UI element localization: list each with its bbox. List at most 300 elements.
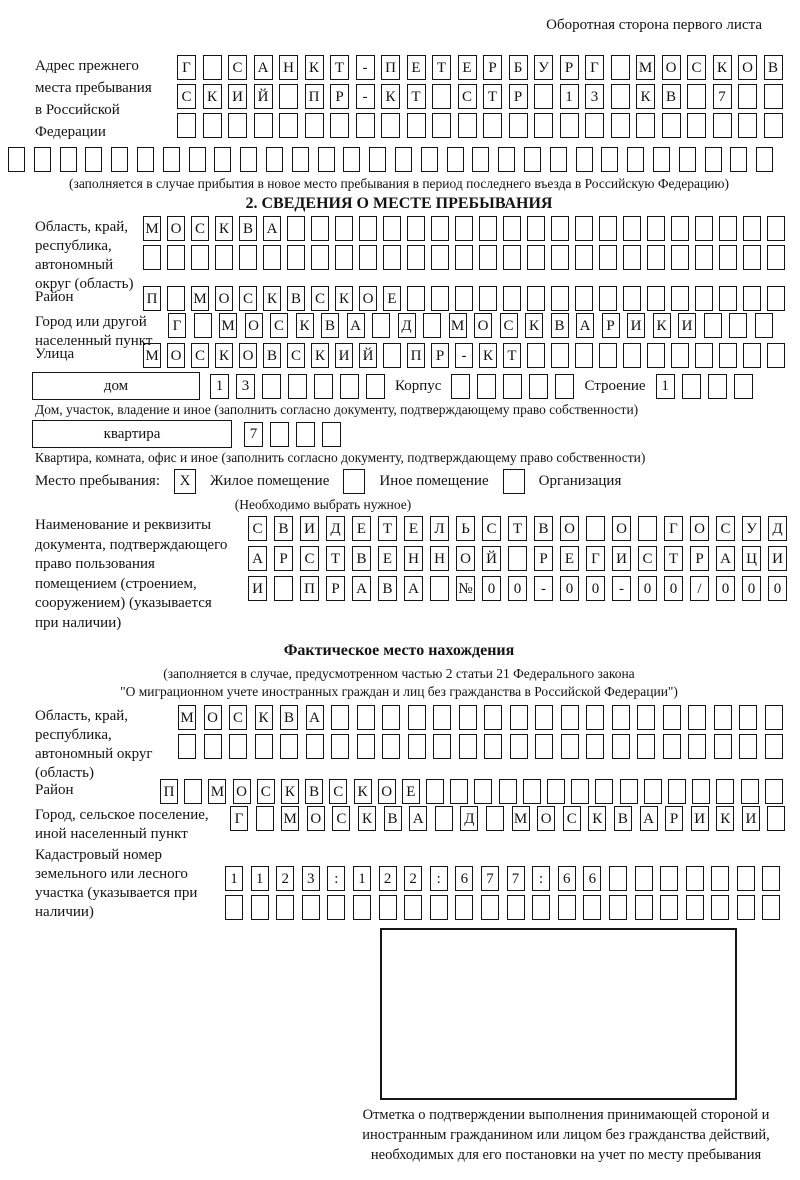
char-cell: К: [358, 806, 376, 831]
char-cell: [743, 216, 761, 241]
char-cell: [688, 734, 706, 759]
char-cell: К: [305, 55, 324, 80]
char-cell: К: [311, 343, 329, 368]
char-cell: [85, 147, 102, 172]
char-cell: М: [178, 705, 196, 730]
char-cell: Т: [664, 546, 683, 571]
char-cell: [611, 55, 630, 80]
char-cell: 7: [481, 866, 499, 891]
char-cell: [612, 734, 630, 759]
char-cell: [765, 705, 783, 730]
char-cell: [636, 113, 655, 138]
char-cell: 7: [507, 866, 525, 891]
char-cell: [279, 84, 298, 109]
char-cell: [507, 895, 525, 920]
char-cell: [671, 216, 689, 241]
region-cells: [143, 216, 785, 282]
char-row: [225, 866, 780, 891]
char-cell: [395, 147, 412, 172]
char-cell: 3: [302, 866, 320, 891]
char-cell: [431, 245, 449, 270]
char-cell: [571, 779, 589, 804]
char-cell: [335, 216, 353, 241]
char-cell: [558, 895, 576, 920]
char-cell: К: [525, 313, 543, 338]
section2-title: 2. СВЕДЕНИЯ О МЕСТЕ ПРЕБЫВАНИЯ: [245, 195, 553, 212]
char-cell: Р: [690, 546, 709, 571]
char-cell: [716, 779, 734, 804]
char-cell: О: [359, 286, 377, 311]
char-cell: [560, 113, 579, 138]
char-cell: Л: [430, 516, 449, 541]
char-cell: [708, 374, 727, 399]
char-cell: [251, 895, 269, 920]
char-cell: С: [638, 546, 657, 571]
char-cell: 0: [664, 576, 683, 601]
char-cell: [455, 895, 473, 920]
char-cell: [527, 216, 545, 241]
char-cell: П: [300, 576, 319, 601]
char-cell: Ц: [742, 546, 761, 571]
char-cell: С: [300, 546, 319, 571]
char-cell: [34, 147, 51, 172]
char-cell: [455, 216, 473, 241]
char-cell: [687, 84, 706, 109]
char-cell: О: [215, 286, 233, 311]
char-cell: Й: [359, 343, 377, 368]
prev-address-label: Адрес прежнего места пребывания в Российской Федерации: [35, 58, 152, 140]
char-cell: [679, 147, 696, 172]
char-cell: [762, 866, 780, 891]
char-cell: М: [636, 55, 655, 80]
char-cell: -: [612, 576, 631, 601]
char-cell: [692, 779, 710, 804]
char-cell: С: [191, 343, 209, 368]
char-cell: 6: [558, 866, 576, 891]
organization-label: Организация: [538, 473, 622, 489]
char-cell: К: [263, 286, 281, 311]
char-row-full-width: [8, 147, 790, 172]
region-label: Область, край, республика, автономный округ (область): [35, 219, 134, 292]
char-cell: Р: [431, 343, 449, 368]
actual-location-subtitle-2: "О миграционном учете иностранных граждан и лиц без гражданства в Российской Федерации"): [120, 684, 678, 699]
char-cell: -: [356, 55, 375, 80]
char-cell: [479, 286, 497, 311]
char-cell: [637, 705, 655, 730]
char-cell: О: [456, 546, 475, 571]
char-cell: [369, 147, 386, 172]
city-label: Город или другой населенный пункт: [35, 314, 153, 349]
char-cell: [668, 779, 686, 804]
char-cell: [407, 113, 426, 138]
char-cell: [765, 734, 783, 759]
actual-city-row: [8, 806, 790, 844]
char-cell: [381, 113, 400, 138]
char-cell: К: [296, 313, 314, 338]
char-cell: [714, 734, 732, 759]
char-cell: С: [257, 779, 275, 804]
char-cell: [586, 705, 604, 730]
char-cell: В: [280, 705, 298, 730]
char-cell: 7: [713, 84, 732, 109]
char-row: [160, 779, 783, 804]
char-cell: К: [713, 55, 732, 80]
char-cell: Г: [664, 516, 683, 541]
char-cell: [611, 84, 630, 109]
char-row: [177, 55, 783, 80]
char-cell: Г: [168, 313, 186, 338]
char-cell: [229, 734, 247, 759]
char-cell: [585, 113, 604, 138]
street-row: [8, 343, 790, 368]
korpus-label: Корпус: [395, 377, 442, 394]
char-cell: А: [352, 576, 371, 601]
char-cell: [433, 734, 451, 759]
char-cell: [599, 343, 617, 368]
char-row: [248, 546, 787, 571]
stroenie-label: Строение: [584, 377, 646, 394]
char-cell: [551, 286, 569, 311]
char-cell: С: [311, 286, 329, 311]
char-cell: И: [742, 806, 760, 831]
char-cell: [266, 147, 283, 172]
char-cell: [279, 113, 298, 138]
char-cell: [274, 576, 293, 601]
char-cell: Е: [404, 516, 423, 541]
char-cell: [609, 895, 627, 920]
char-cell: Т: [503, 343, 521, 368]
char-cell: 1: [656, 374, 675, 399]
char-cell: [8, 147, 25, 172]
char-cell: С: [177, 84, 196, 109]
char-cell: [311, 216, 329, 241]
char-cell: [627, 147, 644, 172]
char-cell: [767, 216, 785, 241]
char-cell: [719, 286, 737, 311]
stroenie-cells: [656, 374, 753, 399]
char-cell: Е: [407, 55, 426, 80]
char-cell: О: [378, 779, 396, 804]
char-cell: [189, 147, 206, 172]
char-cell: [509, 113, 528, 138]
char-cell: [433, 705, 451, 730]
char-cell: О: [167, 216, 185, 241]
char-cell: [486, 806, 504, 831]
char-cell: Т: [330, 55, 349, 80]
char-cell: Р: [274, 546, 293, 571]
char-cell: [534, 113, 553, 138]
char-cell: М: [449, 313, 467, 338]
char-cell: [527, 245, 545, 270]
char-cell: [318, 147, 335, 172]
char-cell: [225, 895, 243, 920]
char-cell: [755, 313, 773, 338]
char-cell: [510, 705, 528, 730]
house-field-box: [32, 372, 200, 400]
char-cell: [383, 245, 401, 270]
char-cell: [451, 374, 470, 399]
char-cell: [719, 245, 737, 270]
char-cell: [484, 734, 502, 759]
char-cell: [407, 245, 425, 270]
house-field-label: дом: [103, 377, 129, 394]
char-cell: [647, 245, 665, 270]
cadastral-block: [8, 846, 790, 924]
document-block: [8, 516, 790, 633]
char-cell: [203, 55, 222, 80]
char-cell: 2: [404, 866, 422, 891]
char-cell: [379, 895, 397, 920]
char-cell: [686, 895, 704, 920]
char-cell: А: [716, 546, 735, 571]
house-number-cells: [210, 374, 385, 399]
char-cell: [737, 866, 755, 891]
char-cell: Н: [404, 546, 423, 571]
char-cell: :: [430, 866, 448, 891]
char-cell: О: [662, 55, 681, 80]
char-cell: Е: [383, 286, 401, 311]
char-cell: [737, 895, 755, 920]
char-cell: И: [228, 84, 247, 109]
char-cell: [671, 343, 689, 368]
city-row: [8, 313, 790, 349]
char-cell: Д: [768, 516, 787, 541]
char-cell: Р: [560, 55, 579, 80]
char-cell: [503, 374, 522, 399]
char-cell: В: [287, 286, 305, 311]
char-cell: /: [690, 576, 709, 601]
char-cell: И: [768, 546, 787, 571]
char-cell: [404, 895, 422, 920]
checkbox-residential: X: [174, 469, 196, 494]
char-cell: А: [254, 55, 273, 80]
char-cell: [287, 216, 305, 241]
char-cell: Е: [402, 779, 420, 804]
char-cell: [576, 147, 593, 172]
char-cell: Е: [352, 516, 371, 541]
char-cell: [503, 216, 521, 241]
char-cell: [738, 113, 757, 138]
char-cell: 0: [742, 576, 761, 601]
apartment-row: [32, 420, 790, 448]
char-cell: [612, 705, 630, 730]
char-cell: [287, 245, 305, 270]
char-cell: [704, 313, 722, 338]
char-cell: О: [239, 343, 257, 368]
char-cell: [357, 734, 375, 759]
char-cell: К: [335, 286, 353, 311]
char-cell: С: [458, 84, 477, 109]
char-cell: К: [281, 779, 299, 804]
char-cell: [663, 705, 681, 730]
char-cell: Т: [407, 84, 426, 109]
char-cell: [663, 734, 681, 759]
char-cell: [741, 779, 759, 804]
char-cell: [343, 147, 360, 172]
char-cell: Т: [508, 516, 527, 541]
char-cell: 6: [583, 866, 601, 891]
char-cell: [137, 147, 154, 172]
char-cell: [483, 113, 502, 138]
char-cell: [450, 779, 468, 804]
char-cell: К: [653, 313, 671, 338]
stamp-caption: Отметка о подтверждении выполнения принимающей стороной и иностранным гражданином или лицом без гражданства действий, необходимых для его постановки на учет по месту пребывания: [362, 1107, 770, 1163]
char-cell: [738, 84, 757, 109]
char-cell: [270, 422, 289, 447]
char-cell: [382, 705, 400, 730]
char-row: [177, 84, 783, 109]
char-cell: И: [612, 546, 631, 571]
char-cell: [611, 113, 630, 138]
char-cell: К: [255, 705, 273, 730]
char-cell: [719, 343, 737, 368]
char-cell: [705, 147, 722, 172]
char-cell: П: [305, 84, 324, 109]
document-cells: [248, 516, 787, 633]
char-cell: [255, 734, 273, 759]
char-cell: [547, 779, 565, 804]
char-cell: С: [716, 516, 735, 541]
char-cell: И: [691, 806, 709, 831]
checkbox-organization: [503, 469, 525, 494]
char-cell: А: [347, 313, 365, 338]
char-cell: [527, 286, 545, 311]
char-cell: В: [551, 313, 569, 338]
actual-district-label: Район: [35, 782, 74, 798]
char-cell: [686, 866, 704, 891]
char-cell: [335, 245, 353, 270]
char-cell: [623, 245, 641, 270]
char-cell: [327, 895, 345, 920]
char-cell: [575, 286, 593, 311]
char-cell: [743, 343, 761, 368]
char-cell: К: [588, 806, 606, 831]
char-cell: [203, 113, 222, 138]
char-cell: 1: [225, 866, 243, 891]
char-cell: Г: [177, 55, 196, 80]
char-cell: [527, 343, 545, 368]
char-cell: -: [534, 576, 553, 601]
char-cell: Т: [483, 84, 502, 109]
char-cell: [423, 313, 441, 338]
char-cell: Р: [509, 84, 528, 109]
char-cell: [671, 286, 689, 311]
apartment-field-label: квартира: [103, 425, 161, 442]
char-cell: О: [204, 705, 222, 730]
actual-region-cells: [178, 705, 783, 777]
char-cell: [551, 245, 569, 270]
char-cell: [535, 705, 553, 730]
char-cell: [599, 245, 617, 270]
char-cell: Д: [398, 313, 416, 338]
house-row: [32, 372, 790, 400]
char-cell: Б: [509, 55, 528, 80]
char-row: [143, 286, 785, 311]
char-cell: У: [534, 55, 553, 80]
char-row: [248, 516, 787, 541]
char-cell: [431, 216, 449, 241]
char-cell: [609, 866, 627, 891]
char-cell: [359, 216, 377, 241]
char-cell: [523, 779, 541, 804]
char-cell: А: [640, 806, 658, 831]
char-cell: А: [306, 705, 324, 730]
char-cell: [767, 343, 785, 368]
house-note: Дом, участок, владение и иное (заполнить согласно документу, подтверждающему право собственности): [35, 402, 639, 417]
char-cell: И: [300, 516, 319, 541]
char-cell: [595, 779, 613, 804]
char-cell: В: [352, 546, 371, 571]
char-cell: [296, 422, 315, 447]
char-cell: -: [455, 343, 473, 368]
char-cell: В: [764, 55, 783, 80]
char-cell: [635, 866, 653, 891]
char-cell: 6: [455, 866, 473, 891]
char-cell: [408, 705, 426, 730]
char-cell: О: [307, 806, 325, 831]
char-cell: [695, 286, 713, 311]
char-cell: И: [678, 313, 696, 338]
char-cell: [432, 113, 451, 138]
char-cell: Р: [483, 55, 502, 80]
char-cell: [555, 374, 574, 399]
char-cell: В: [662, 84, 681, 109]
char-cell: [739, 734, 757, 759]
char-cell: [383, 343, 401, 368]
char-cell: Р: [602, 313, 620, 338]
char-cell: [111, 147, 128, 172]
char-cell: [479, 245, 497, 270]
char-cell: [477, 374, 496, 399]
char-cell: [767, 806, 785, 831]
char-cell: [756, 147, 773, 172]
char-cell: [695, 216, 713, 241]
char-row: [248, 576, 787, 601]
char-row: [178, 734, 783, 759]
char-cell: Е: [458, 55, 477, 80]
char-cell: [254, 113, 273, 138]
char-cell: [330, 113, 349, 138]
char-cell: [292, 147, 309, 172]
char-cell: [432, 84, 451, 109]
char-cell: Е: [560, 546, 579, 571]
char-cell: [623, 216, 641, 241]
char-cell: С: [329, 779, 347, 804]
char-cell: 7: [244, 422, 263, 447]
char-cell: [508, 546, 527, 571]
char-cell: К: [381, 84, 400, 109]
actual-district-row: [8, 779, 790, 804]
char-cell: [215, 245, 233, 270]
char-cell: П: [381, 55, 400, 80]
char-cell: В: [321, 313, 339, 338]
char-cell: [561, 705, 579, 730]
char-cell: Й: [482, 546, 501, 571]
char-cell: [586, 734, 604, 759]
checkbox-other-premises: [343, 469, 365, 494]
prev-address-block: [8, 55, 790, 143]
char-cell: [765, 779, 783, 804]
char-cell: [714, 705, 732, 730]
char-cell: О: [738, 55, 757, 80]
char-cell: [764, 113, 783, 138]
char-cell: [228, 113, 247, 138]
char-cell: [455, 245, 473, 270]
char-cell: [623, 343, 641, 368]
char-cell: [239, 245, 257, 270]
char-cell: А: [263, 216, 281, 241]
char-cell: 2: [276, 866, 294, 891]
